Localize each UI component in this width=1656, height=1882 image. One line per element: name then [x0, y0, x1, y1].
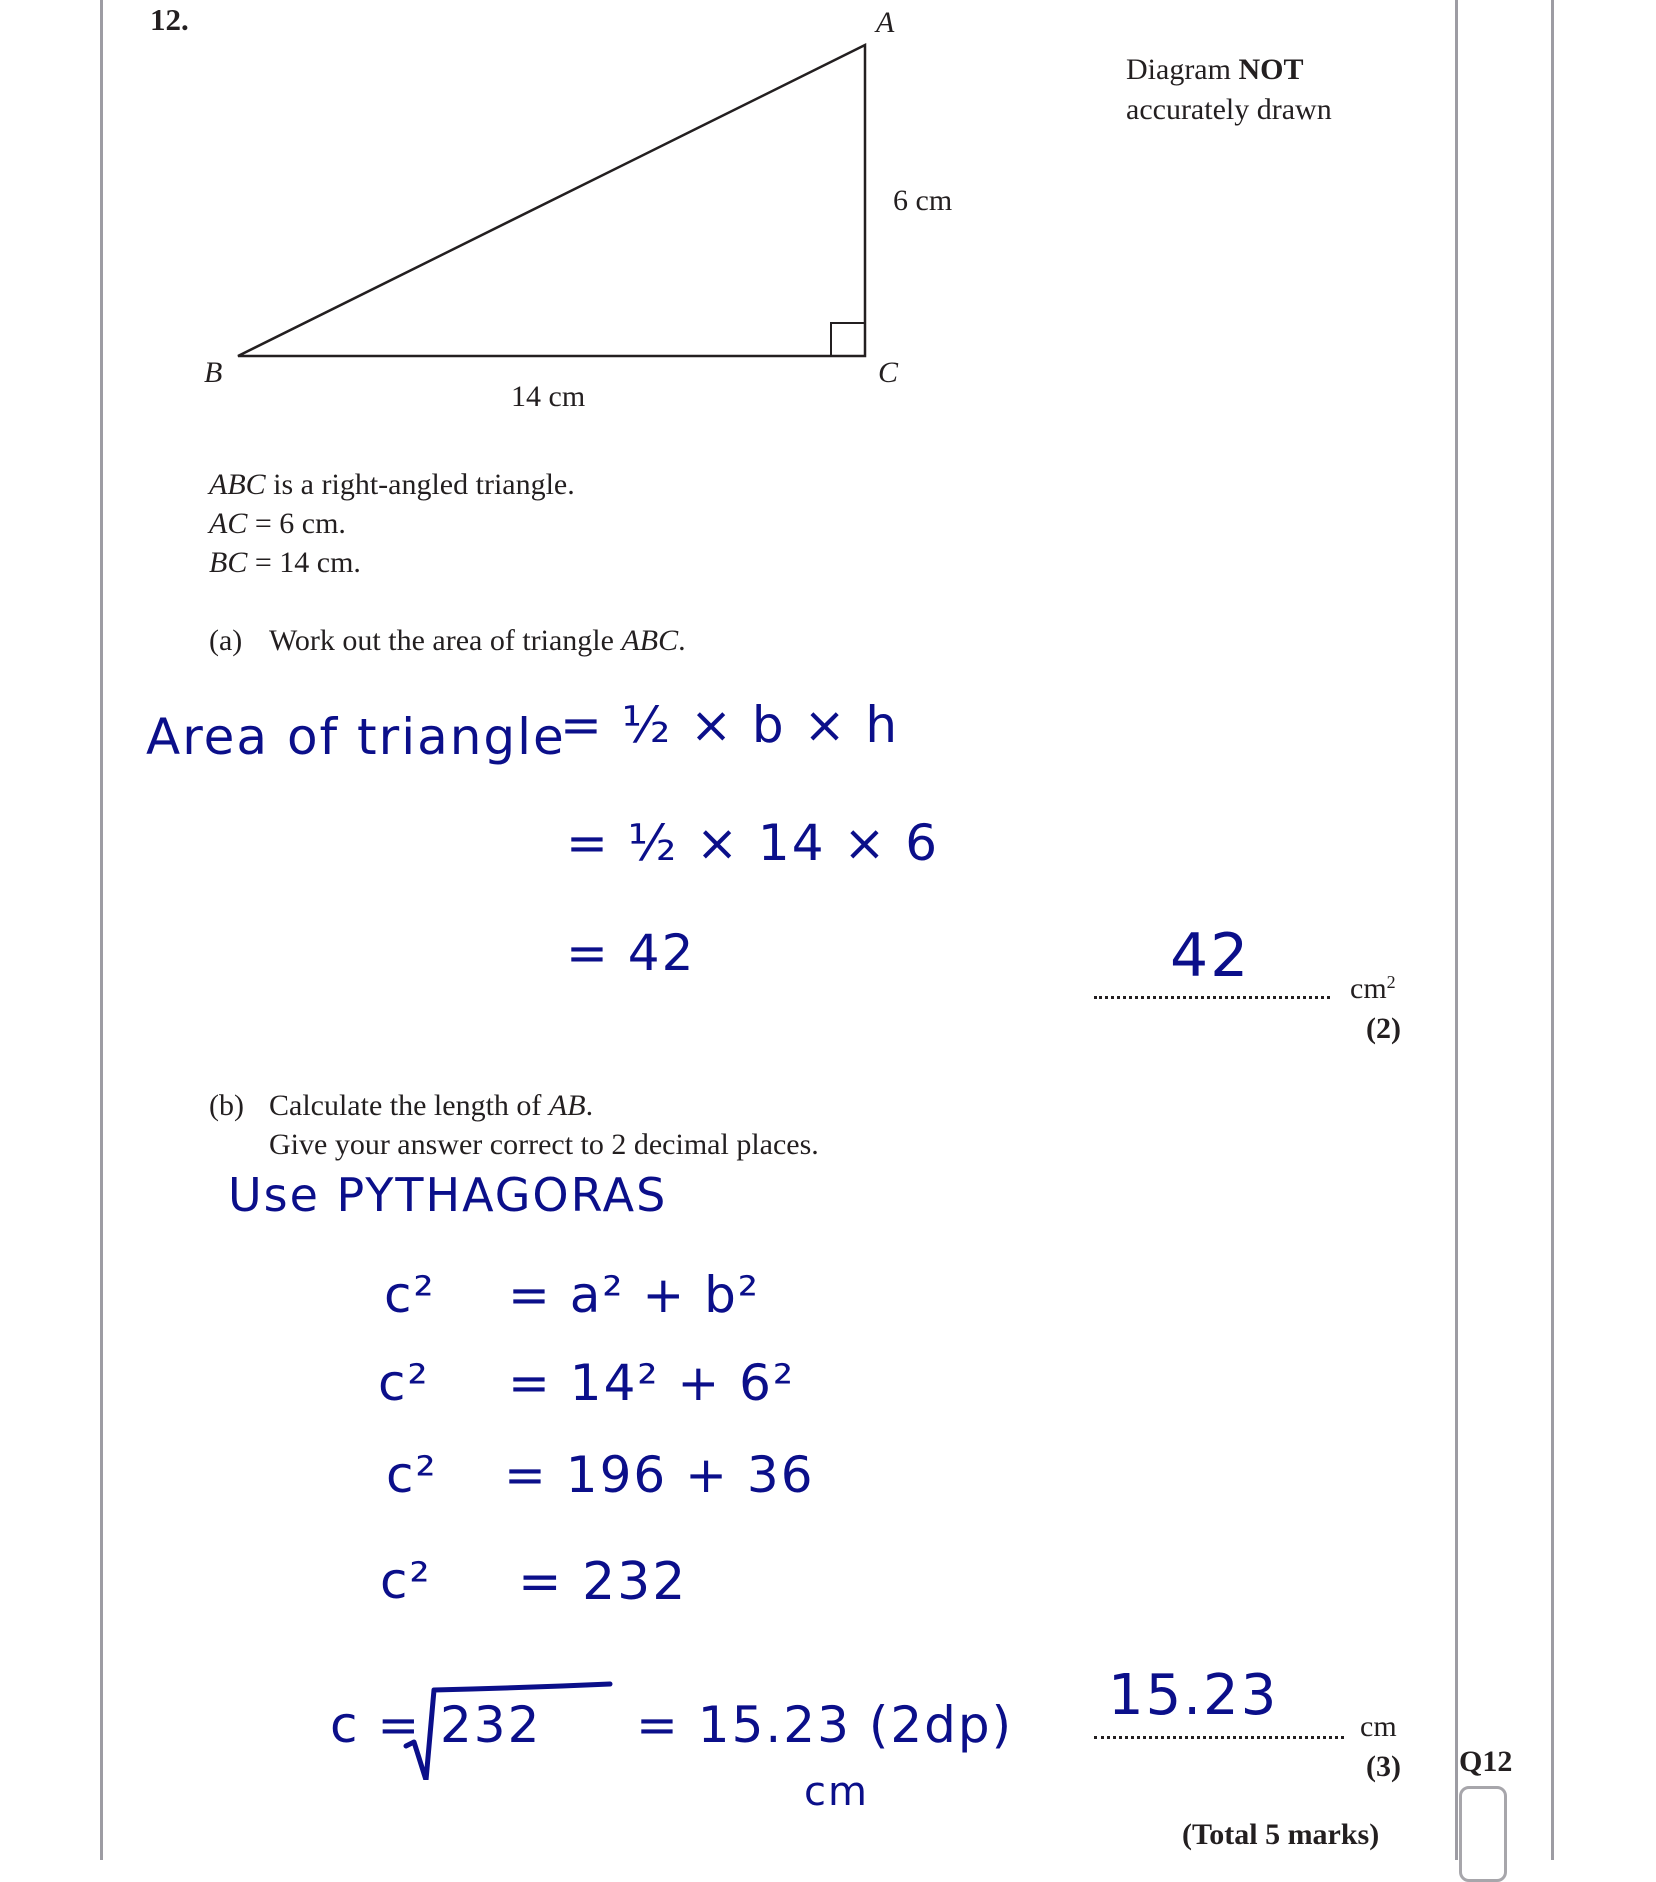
- part-b-working-line-3-lhs: c²: [386, 1446, 438, 1504]
- part-a-prompt-text: Work out the area of triangle: [269, 624, 622, 657]
- side-label-bc: 14 cm: [511, 380, 586, 413]
- statement-1: [209, 470, 575, 500]
- part-b-label: (b): [209, 1089, 244, 1122]
- part-a-working-line-2: = ½ × 14 × 6: [566, 814, 940, 872]
- part-a-answer[interactable]: 42: [1170, 921, 1251, 991]
- part-b-final-lhs: c =: [330, 1696, 422, 1754]
- part-a-prompt: [269, 626, 686, 656]
- right-angle-marker: [831, 323, 865, 356]
- examiner-mark-box[interactable]: [1459, 1786, 1507, 1882]
- vertex-label-c: C: [878, 356, 899, 389]
- statement-2: [209, 509, 346, 539]
- triangle-diagram: [0, 0, 1656, 420]
- statement-3: [209, 548, 361, 578]
- diagram-note-bold: NOT: [1238, 53, 1304, 86]
- part-b-working-line-1-lhs: c²: [384, 1266, 436, 1324]
- part-b-working-line-1-rhs: = a² + b²: [508, 1266, 760, 1324]
- margin-question-label: Q12: [1459, 1745, 1513, 1778]
- vertex-label-b: B: [204, 356, 223, 389]
- part-a-label: (a): [209, 624, 243, 657]
- side-label-ac: 6 cm: [893, 184, 953, 217]
- part-b-final-root: 232: [440, 1696, 542, 1754]
- part-b-answer[interactable]: 15.23: [1108, 1663, 1279, 1728]
- part-a-working-line-3: = 42: [566, 924, 696, 982]
- part-b-working-line-4-lhs: c²: [380, 1552, 432, 1610]
- part-a-working-line-1-rhs: = ½ × b × h: [560, 696, 900, 754]
- part-a-unit: [1350, 974, 1396, 1004]
- diagram-note-normal: Diagram: [1126, 53, 1239, 86]
- triangle-abc: [238, 45, 865, 356]
- part-b-prompt-line-2: Give your answer correct to 2 decimal places.: [269, 1128, 819, 1161]
- part-b-final-rhs: = 15.23 (2dp): [636, 1696, 1014, 1754]
- part-a-unit-sup: 2: [1386, 972, 1396, 993]
- question-number: 12.: [150, 2, 189, 37]
- part-b-unit: cm: [1360, 1710, 1397, 1743]
- part-a-marks: (2): [1366, 1012, 1401, 1045]
- part-a-answer-line: [1094, 996, 1330, 999]
- part-b-working-heading: Use PYTHAGORAS: [228, 1168, 668, 1222]
- part-b-working-line-4-rhs: = 232: [518, 1552, 688, 1612]
- statement-1-text: is a right-angled triangle.: [265, 468, 575, 501]
- part-b-prompt: [269, 1091, 593, 1121]
- statement-3-italic: BC: [209, 546, 248, 579]
- part-b-working-line-2-lhs: c²: [378, 1354, 430, 1412]
- part-b-working-line-3-rhs: = 196 + 36: [504, 1446, 815, 1504]
- part-b-final-unit: cm: [804, 1769, 869, 1815]
- statement-1-italic: ABC: [209, 468, 266, 501]
- part-b-prompt-end: .: [585, 1089, 594, 1122]
- total-marks: (Total 5 marks): [1182, 1818, 1380, 1851]
- statement-2-text: = 6 cm.: [247, 507, 346, 540]
- statement-3-text: = 14 cm.: [247, 546, 361, 579]
- part-a-prompt-italic: ABC: [621, 624, 679, 657]
- vertex-label-a: A: [876, 6, 895, 39]
- part-a-prompt-end: .: [678, 624, 686, 657]
- part-a-working-line-1-lhs: Area of triangle: [146, 708, 566, 766]
- part-b-answer-line: [1094, 1736, 1344, 1739]
- part-b-prompt-italic: AB: [548, 1089, 586, 1122]
- part-a-unit-text: cm: [1350, 972, 1387, 1005]
- part-b-marks: (3): [1366, 1750, 1401, 1783]
- diagram-note-line2: accurately drawn: [1126, 93, 1332, 126]
- part-b-working-line-2-rhs: = 14² + 6²: [508, 1354, 795, 1412]
- part-b-prompt-text: Calculate the length of: [269, 1089, 549, 1122]
- statement-2-italic: AC: [209, 507, 248, 540]
